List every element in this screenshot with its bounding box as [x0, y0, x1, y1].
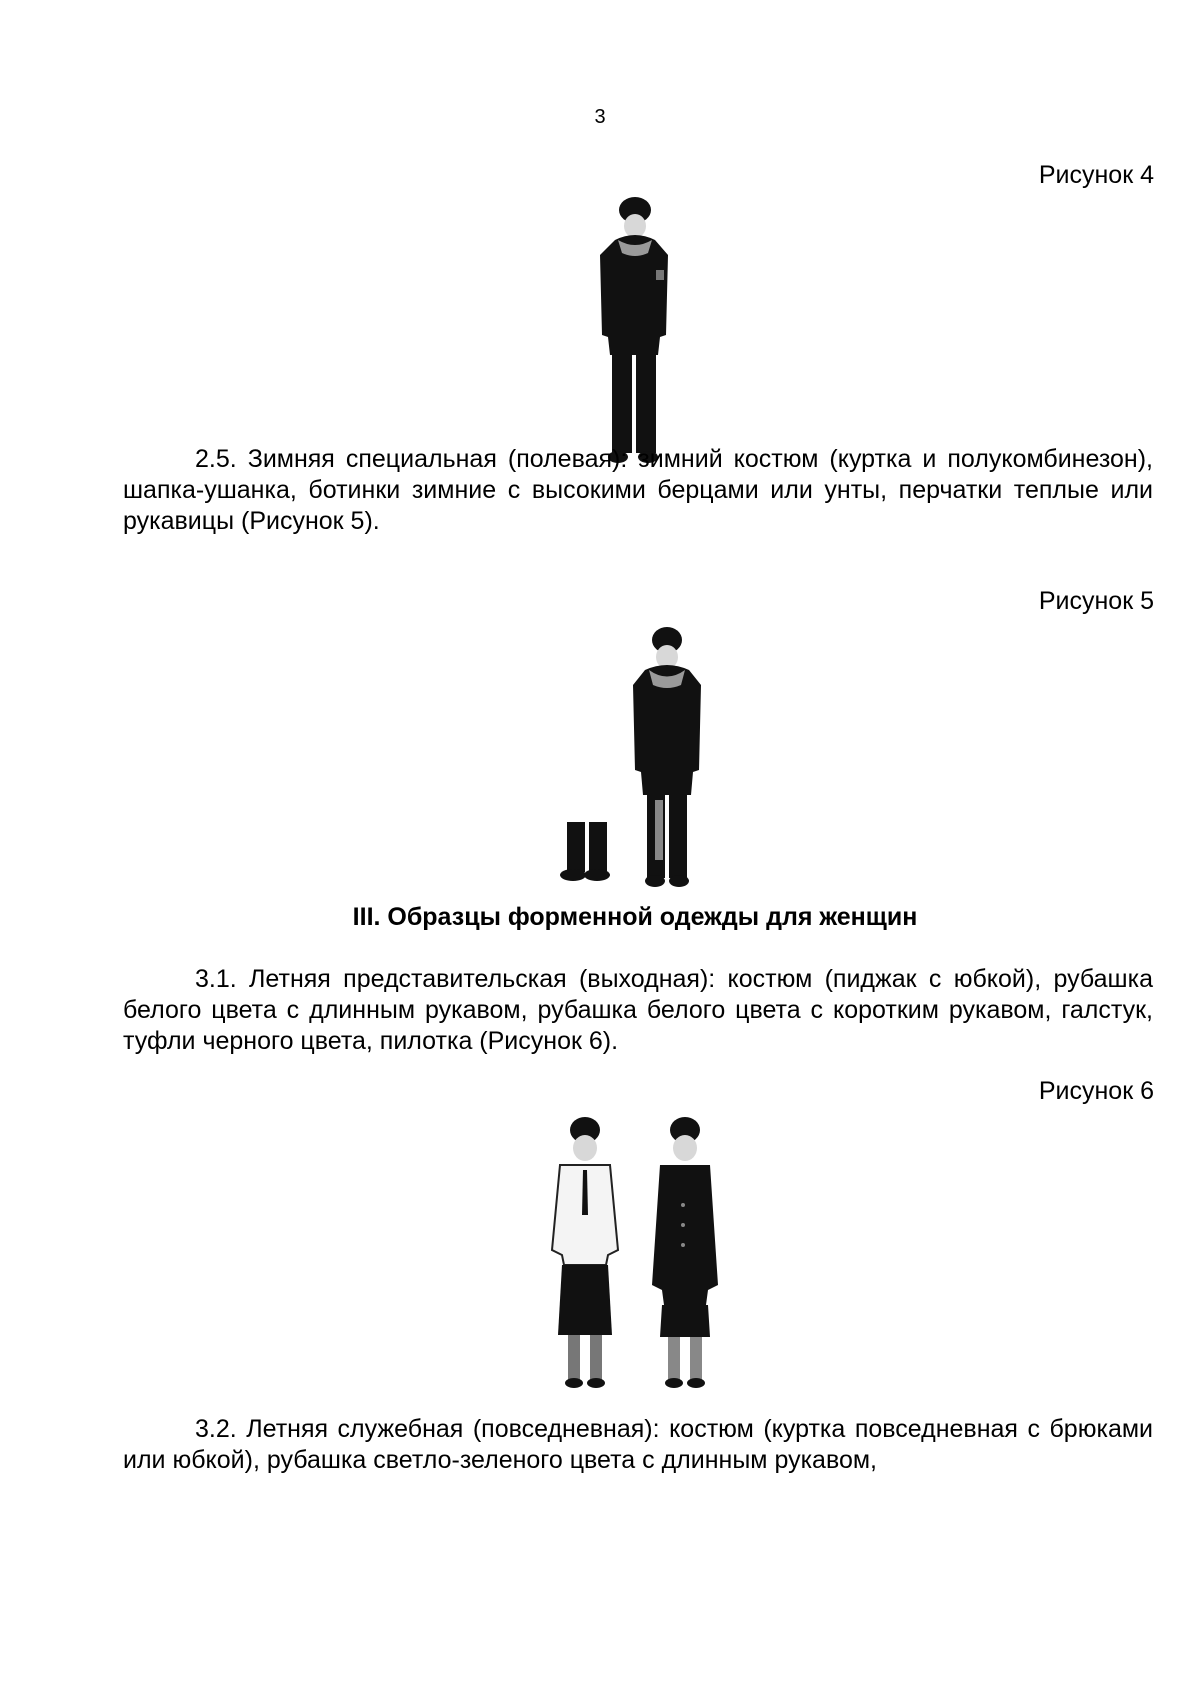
figure-5-caption: Рисунок 5: [1038, 587, 1154, 615]
paragraph-2-5-text: 2.5. Зимняя специальная (полевая): зимний костюм (куртка и полукомбинезон), шапка-ушанка, ботинки зимние с высокими берцами или унты, перчатки теплые или рукавицы (Рисунок 5).: [123, 445, 1153, 535]
paragraph-2-5: [123, 444, 1153, 537]
page-number: 3: [594, 106, 606, 128]
figure-4-winter-uniform-illustration: [590, 195, 685, 475]
paragraph-3-2-text: 3.2. Летняя служебная (повседневная): костюм (куртка повседневная с брюками или юбкой), рубашка светло-зеленого цвета с длинным рукавом,: [123, 1415, 1153, 1474]
figure-4-caption: Рисунок 4: [1038, 161, 1154, 189]
figure-6-caption: Рисунок 6: [1038, 1077, 1154, 1105]
paragraph-3-2: [123, 1414, 1153, 1476]
figure-6-women-uniform-illustration: [540, 1115, 740, 1400]
section-3-heading: III. Образцы форменной одежды для женщин: [352, 903, 918, 931]
paragraph-3-1: [123, 964, 1153, 1057]
figure-5-winter-field-uniform-illustration: [555, 625, 715, 895]
paragraph-3-1-text: 3.1. Летняя представительская (выходная): костюм (пиджак с юбкой), рубашка белого цвета с длинным рукавом, рубашка белого цвета с коротким рукавом, галстук, туфли черного цвета, пилотка (Рисунок 6).: [123, 965, 1153, 1055]
